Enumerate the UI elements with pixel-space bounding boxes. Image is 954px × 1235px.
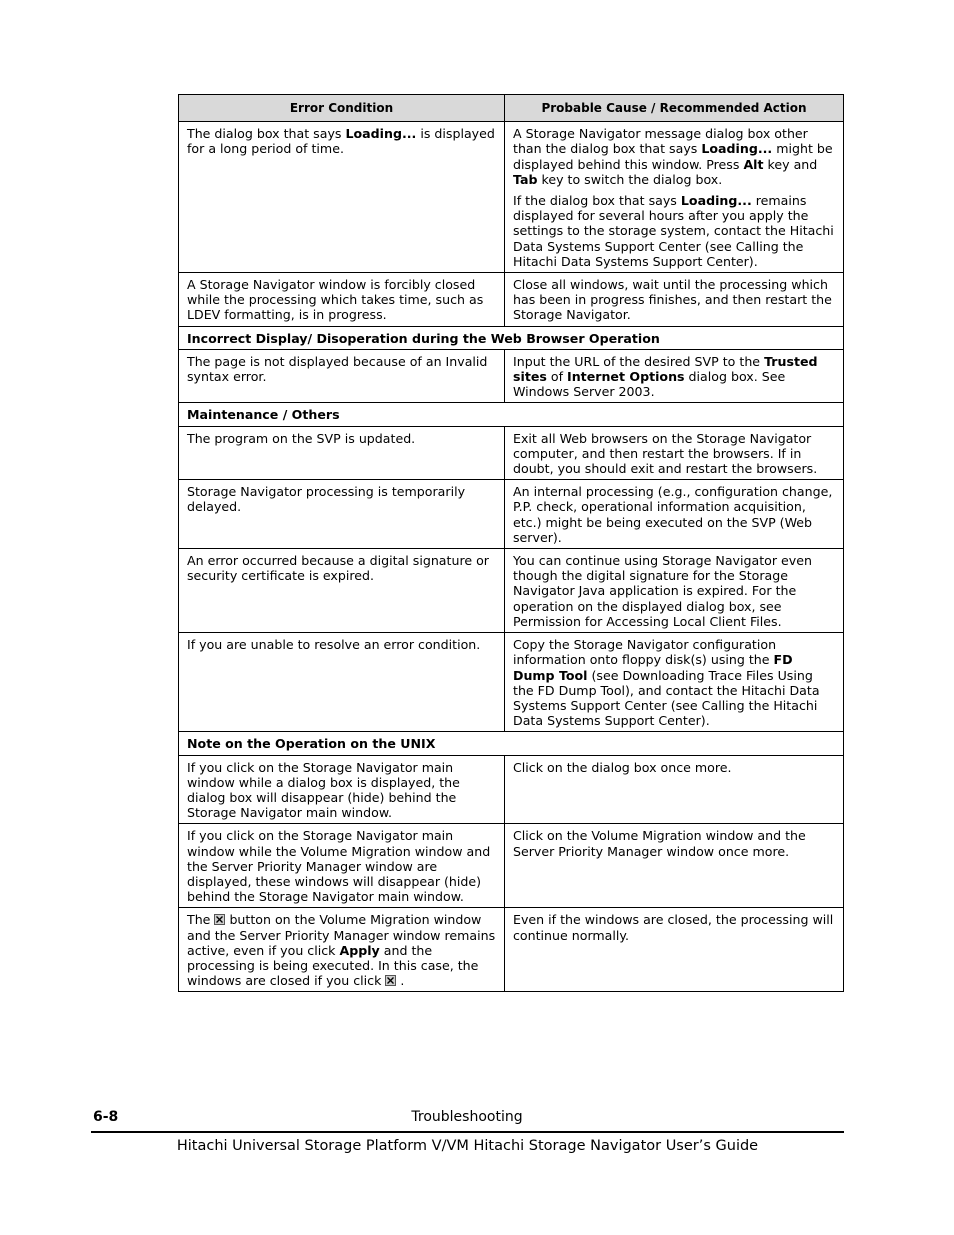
bold-term: FD Dump Tool xyxy=(513,652,793,683)
error-condition-cell: The page is not displayed because of an Invalid syntax error. xyxy=(179,349,505,403)
text: If the dialog box that says xyxy=(513,193,681,209)
troubleshooting-table xyxy=(178,94,844,992)
recommended-action-cell: Exit all Web browsers on the Storage Navigator computer, and then restart the browsers. If in doubt, you should exit and restart the browsers. xyxy=(505,426,844,480)
text: button on the Volume Migration window and the Server Priority Manager window remains active, even if you click xyxy=(187,912,496,958)
table-row xyxy=(179,549,844,633)
recommended-action-cell: Click on the dialog box once more. xyxy=(505,755,844,824)
header-probable-cause: Probable Cause / Recommended Action xyxy=(505,95,844,122)
error-condition-cell: An error occurred because a digital signature or security certificate is expired. xyxy=(179,549,505,633)
recommended-action-cell xyxy=(505,349,844,403)
error-condition-cell: The program on the SVP is updated. xyxy=(179,426,505,480)
error-condition-cell: If you click on the Storage Navigator main window while the Volume Migration window and the Server Priority Manager window are displayed, these windows will disappear (hide) behind the Storage Navigator main window. xyxy=(179,824,505,908)
section-heading: Note on the Operation on the UNIX xyxy=(179,732,844,755)
close-x-icon xyxy=(214,914,225,925)
footer-divider xyxy=(91,1131,844,1133)
action-paragraph xyxy=(513,193,836,269)
error-condition-cell xyxy=(179,908,505,992)
text: . xyxy=(396,973,405,989)
recommended-action-cell: Click on the Volume Migration window and the Server Priority Manager window once more. xyxy=(505,824,844,908)
text: and the processing is being executed. In this case, the windows are closed if you click xyxy=(187,942,479,989)
recommended-action-cell xyxy=(505,122,844,273)
bold-term: Internet Options xyxy=(567,369,685,385)
guide-title: Hitachi Universal Storage Platform V/VM Hitachi Storage Navigator User’s Guide xyxy=(176,1138,759,1154)
error-condition-cell: If you click on the Storage Navigator main window while a dialog box is displayed, the dialog box will disappear (hide) behind the Storage Navigator main window. xyxy=(179,755,505,824)
text: is displayed for a long period of time. xyxy=(187,126,495,157)
text: key to switch the dialog box. xyxy=(537,171,723,187)
table-row xyxy=(179,349,844,403)
error-condition-cell: A Storage Navigator window is forcibly closed while the processing which takes time, such as LDEV formatting, is in progress. xyxy=(179,273,505,327)
text: Input the URL of the desired SVP to the xyxy=(513,353,765,369)
section-row xyxy=(179,326,844,349)
chapter-title: Troubleshooting xyxy=(411,1109,523,1125)
bold-term: Alt xyxy=(743,156,764,172)
bold-term: Trusted sites xyxy=(513,353,818,385)
recommended-action-cell: Close all windows, wait until the processing which has been in progress finishes, and then restart the Storage Navigator. xyxy=(505,273,844,327)
table-row xyxy=(179,273,844,327)
bold-term: Tab xyxy=(513,171,538,187)
text: of xyxy=(546,369,568,385)
error-condition-cell: Storage Navigator processing is temporarily delayed. xyxy=(179,480,505,549)
error-condition-cell: If you are unable to resolve an error condition. xyxy=(179,633,505,732)
section-row xyxy=(179,732,844,755)
text: The dialog box that says xyxy=(187,126,346,142)
bold-term: Apply xyxy=(339,942,380,958)
text: A Storage Navigator message dialog box other than the dialog box that says xyxy=(513,126,808,157)
table-header-row xyxy=(179,95,844,122)
text: dialog box. See Windows Server 2003. xyxy=(513,369,786,400)
text: remains displayed for several hours after you apply the settings to the storage system, contact the Hitachi Data Systems Support Center (see Calling the Hitachi Data Systems Support Center). xyxy=(513,193,834,269)
table-row xyxy=(179,633,844,732)
section-heading: Incorrect Display/ Disoperation during the Web Browser Operation xyxy=(179,326,844,349)
bold-term: Loading... xyxy=(345,126,417,142)
table-row xyxy=(179,426,844,480)
error-condition-cell xyxy=(179,122,505,273)
text: key and xyxy=(763,156,818,172)
table-row xyxy=(179,755,844,824)
recommended-action-cell: You can continue using Storage Navigator even though the digital signature for the Storage Navigator Java application is expired. For the operation on the displayed dialog box, see Permission for Accessing Local Client Files. xyxy=(505,549,844,633)
table-row xyxy=(179,122,844,273)
header-error-condition: Error Condition xyxy=(179,95,505,122)
text: The xyxy=(187,912,215,928)
table-row xyxy=(179,908,844,992)
action-paragraph xyxy=(513,126,836,187)
table-row xyxy=(179,480,844,549)
bold-term: Loading... xyxy=(680,193,752,209)
bold-term: Loading... xyxy=(701,141,773,157)
text: Copy the Storage Navigator configuration information onto floppy disk(s) using the xyxy=(513,637,777,668)
text: (see Downloading Trace Files Using the FD Dump Tool), and contact the Hitachi Data Systems Support Center (see Calling the Hitachi Data Systems Support Center). xyxy=(513,667,820,729)
section-row xyxy=(179,403,844,426)
recommended-action-cell: Even if the windows are closed, the processing will continue normally. xyxy=(505,908,844,992)
page-number: 6-8 xyxy=(93,1109,119,1125)
recommended-action-cell: An internal processing (e.g., configuration change, P.P. check, operational information acquisition, etc.) might be being executed on the SVP (Web server). xyxy=(505,480,844,549)
text: might be displayed behind this window. Press xyxy=(513,141,833,172)
recommended-action-cell xyxy=(505,633,844,732)
close-x-icon xyxy=(385,975,396,986)
section-heading: Maintenance / Others xyxy=(179,403,844,426)
table-row xyxy=(179,824,844,908)
